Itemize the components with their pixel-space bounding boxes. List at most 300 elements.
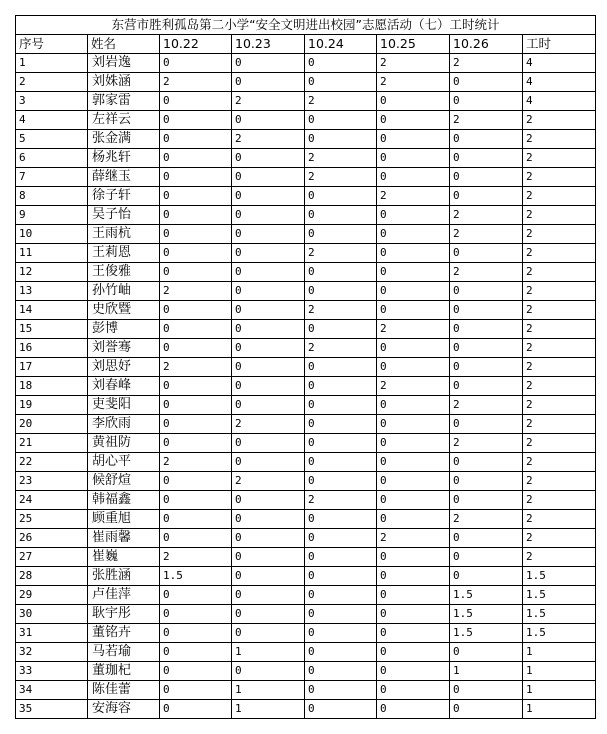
day-hours-cell: 0 bbox=[160, 225, 232, 244]
day-hours-cell: 0 bbox=[450, 567, 523, 586]
day-hours-cell: 0 bbox=[377, 681, 450, 700]
header-cell: 10.22 bbox=[160, 35, 232, 54]
table-row bbox=[16, 282, 596, 301]
day-hours-cell: 0 bbox=[232, 586, 305, 605]
row-index-cell: 34 bbox=[16, 681, 88, 700]
day-hours-cell: 1.5 bbox=[450, 586, 523, 605]
day-hours-cell: 2 bbox=[160, 282, 232, 301]
day-hours-cell: 2 bbox=[377, 54, 450, 73]
total-hours-cell: 2 bbox=[523, 149, 596, 168]
row-index-cell: 28 bbox=[16, 567, 88, 586]
day-hours-cell: 0 bbox=[377, 263, 450, 282]
total-hours-cell: 2 bbox=[523, 111, 596, 130]
student-name-cell: 崔雨馨 bbox=[88, 529, 160, 548]
day-hours-cell: 0 bbox=[377, 225, 450, 244]
table-title: 东营市胜利孤岛第二小学“安全文明进出校园”志愿活动（七）工时统计 bbox=[16, 16, 596, 35]
day-hours-cell: 0 bbox=[450, 491, 523, 510]
day-hours-cell: 0 bbox=[377, 168, 450, 187]
day-hours-cell: 0 bbox=[450, 643, 523, 662]
day-hours-cell: 0 bbox=[160, 168, 232, 187]
day-hours-cell: 2 bbox=[377, 377, 450, 396]
total-hours-cell: 1.5 bbox=[523, 567, 596, 586]
day-hours-cell: 0 bbox=[450, 415, 523, 434]
total-hours-cell: 2 bbox=[523, 168, 596, 187]
day-hours-cell: 0 bbox=[377, 643, 450, 662]
total-hours-cell: 2 bbox=[523, 434, 596, 453]
table-row bbox=[16, 168, 596, 187]
day-hours-cell: 0 bbox=[305, 282, 377, 301]
day-hours-cell: 0 bbox=[377, 111, 450, 130]
student-name-cell: 陈佳蕾 bbox=[88, 681, 160, 700]
day-hours-cell: 0 bbox=[305, 263, 377, 282]
day-hours-cell: 0 bbox=[160, 624, 232, 643]
table-row bbox=[16, 624, 596, 643]
student-name-cell: 薛继玉 bbox=[88, 168, 160, 187]
total-hours-cell: 1.5 bbox=[523, 605, 596, 624]
table-row bbox=[16, 54, 596, 73]
day-hours-cell: 0 bbox=[377, 396, 450, 415]
total-hours-cell: 2 bbox=[523, 339, 596, 358]
day-hours-cell: 2 bbox=[232, 92, 305, 111]
total-hours-cell: 2 bbox=[523, 377, 596, 396]
day-hours-cell: 0 bbox=[450, 377, 523, 396]
day-hours-cell: 0 bbox=[450, 320, 523, 339]
table-row bbox=[16, 567, 596, 586]
day-hours-cell: 0 bbox=[377, 339, 450, 358]
day-hours-cell: 0 bbox=[160, 377, 232, 396]
header-cell: 10.24 bbox=[305, 35, 377, 54]
total-hours-cell: 2 bbox=[523, 206, 596, 225]
day-hours-cell: 0 bbox=[160, 206, 232, 225]
day-hours-cell: 0 bbox=[232, 358, 305, 377]
day-hours-cell: 1 bbox=[450, 662, 523, 681]
day-hours-cell: 0 bbox=[377, 92, 450, 111]
student-name-cell: 王莉恩 bbox=[88, 244, 160, 263]
day-hours-cell: 0 bbox=[305, 130, 377, 149]
day-hours-cell: 0 bbox=[160, 510, 232, 529]
day-hours-cell: 0 bbox=[232, 244, 305, 263]
row-index-cell: 10 bbox=[16, 225, 88, 244]
day-hours-cell: 0 bbox=[377, 301, 450, 320]
total-hours-cell: 2 bbox=[523, 415, 596, 434]
row-index-cell: 32 bbox=[16, 643, 88, 662]
day-hours-cell: 0 bbox=[377, 605, 450, 624]
day-hours-cell: 0 bbox=[232, 624, 305, 643]
day-hours-cell: 0 bbox=[450, 529, 523, 548]
day-hours-cell: 2 bbox=[160, 358, 232, 377]
row-index-cell: 23 bbox=[16, 472, 88, 491]
day-hours-cell: 0 bbox=[232, 187, 305, 206]
student-name-cell: 卢佳萍 bbox=[88, 586, 160, 605]
day-hours-cell: 0 bbox=[232, 301, 305, 320]
table-row bbox=[16, 244, 596, 263]
day-hours-cell: 0 bbox=[160, 681, 232, 700]
table-row bbox=[16, 301, 596, 320]
row-index-cell: 8 bbox=[16, 187, 88, 206]
day-hours-cell: 0 bbox=[160, 149, 232, 168]
day-hours-cell: 0 bbox=[305, 529, 377, 548]
day-hours-cell: 0 bbox=[232, 605, 305, 624]
day-hours-cell: 0 bbox=[450, 187, 523, 206]
day-hours-cell: 0 bbox=[305, 377, 377, 396]
table-row bbox=[16, 358, 596, 377]
table-row bbox=[16, 73, 596, 92]
day-hours-cell: 0 bbox=[160, 339, 232, 358]
student-name-cell: 李欣雨 bbox=[88, 415, 160, 434]
row-index-cell: 20 bbox=[16, 415, 88, 434]
day-hours-cell: 0 bbox=[450, 700, 523, 719]
day-hours-cell: 0 bbox=[160, 187, 232, 206]
table-row bbox=[16, 187, 596, 206]
student-name-cell: 王雨杭 bbox=[88, 225, 160, 244]
day-hours-cell: 2 bbox=[450, 263, 523, 282]
day-hours-cell: 0 bbox=[305, 396, 377, 415]
header-cell: 工时 bbox=[523, 35, 596, 54]
day-hours-cell: 0 bbox=[377, 130, 450, 149]
day-hours-cell: 0 bbox=[450, 130, 523, 149]
student-name-cell: 胡心平 bbox=[88, 453, 160, 472]
day-hours-cell: 0 bbox=[305, 225, 377, 244]
day-hours-cell: 0 bbox=[160, 54, 232, 73]
row-index-cell: 27 bbox=[16, 548, 88, 567]
day-hours-cell: 0 bbox=[160, 472, 232, 491]
total-hours-cell: 2 bbox=[523, 358, 596, 377]
student-name-cell: 张胜涵 bbox=[88, 567, 160, 586]
day-hours-cell: 0 bbox=[377, 358, 450, 377]
day-hours-cell: 0 bbox=[377, 548, 450, 567]
student-name-cell: 安海容 bbox=[88, 700, 160, 719]
day-hours-cell: 0 bbox=[450, 358, 523, 377]
day-hours-cell: 0 bbox=[305, 54, 377, 73]
total-hours-cell: 2 bbox=[523, 453, 596, 472]
day-hours-cell: 0 bbox=[450, 244, 523, 263]
header-cell: 10.25 bbox=[377, 35, 450, 54]
day-hours-cell: 0 bbox=[232, 662, 305, 681]
day-hours-cell: 0 bbox=[232, 54, 305, 73]
total-hours-cell: 1 bbox=[523, 700, 596, 719]
table-row bbox=[16, 586, 596, 605]
day-hours-cell: 0 bbox=[232, 111, 305, 130]
header-cell: 10.26 bbox=[450, 35, 523, 54]
day-hours-cell: 2 bbox=[450, 434, 523, 453]
table-row bbox=[16, 225, 596, 244]
total-hours-cell: 2 bbox=[523, 282, 596, 301]
total-hours-cell: 2 bbox=[523, 320, 596, 339]
day-hours-cell: 0 bbox=[305, 453, 377, 472]
day-hours-cell: 0 bbox=[377, 149, 450, 168]
day-hours-cell: 0 bbox=[377, 282, 450, 301]
student-name-cell: 董铭卉 bbox=[88, 624, 160, 643]
day-hours-cell: 0 bbox=[377, 662, 450, 681]
total-hours-cell: 4 bbox=[523, 92, 596, 111]
day-hours-cell: 0 bbox=[450, 168, 523, 187]
day-hours-cell: 2 bbox=[160, 73, 232, 92]
table-row bbox=[16, 111, 596, 130]
student-name-cell: 马若瑜 bbox=[88, 643, 160, 662]
row-index-cell: 11 bbox=[16, 244, 88, 263]
day-hours-cell: 0 bbox=[305, 111, 377, 130]
day-hours-cell: 0 bbox=[305, 700, 377, 719]
table-body bbox=[16, 54, 596, 719]
total-hours-cell: 2 bbox=[523, 491, 596, 510]
table-row bbox=[16, 510, 596, 529]
row-index-cell: 14 bbox=[16, 301, 88, 320]
day-hours-cell: 0 bbox=[232, 453, 305, 472]
row-index-cell: 7 bbox=[16, 168, 88, 187]
day-hours-cell: 0 bbox=[160, 320, 232, 339]
row-index-cell: 25 bbox=[16, 510, 88, 529]
row-index-cell: 6 bbox=[16, 149, 88, 168]
header-cell: 序号 bbox=[16, 35, 88, 54]
row-index-cell: 15 bbox=[16, 320, 88, 339]
day-hours-cell: 0 bbox=[305, 510, 377, 529]
day-hours-cell: 2 bbox=[450, 225, 523, 244]
day-hours-cell: 1.5 bbox=[450, 624, 523, 643]
total-hours-cell: 1 bbox=[523, 643, 596, 662]
day-hours-cell: 0 bbox=[232, 168, 305, 187]
day-hours-cell: 0 bbox=[232, 491, 305, 510]
total-hours-cell: 2 bbox=[523, 510, 596, 529]
day-hours-cell: 0 bbox=[305, 681, 377, 700]
day-hours-cell: 0 bbox=[305, 472, 377, 491]
row-index-cell: 18 bbox=[16, 377, 88, 396]
total-hours-cell: 1.5 bbox=[523, 586, 596, 605]
table-row bbox=[16, 491, 596, 510]
day-hours-cell: 0 bbox=[160, 700, 232, 719]
day-hours-cell: 2 bbox=[450, 206, 523, 225]
day-hours-cell: 0 bbox=[232, 149, 305, 168]
student-name-cell: 刘誉骞 bbox=[88, 339, 160, 358]
day-hours-cell: 0 bbox=[305, 605, 377, 624]
student-name-cell: 张金满 bbox=[88, 130, 160, 149]
day-hours-cell: 0 bbox=[160, 301, 232, 320]
day-hours-cell: 0 bbox=[377, 415, 450, 434]
day-hours-cell: 0 bbox=[232, 206, 305, 225]
day-hours-cell: 0 bbox=[377, 244, 450, 263]
day-hours-cell: 0 bbox=[450, 282, 523, 301]
row-index-cell: 13 bbox=[16, 282, 88, 301]
day-hours-cell: 2 bbox=[305, 491, 377, 510]
day-hours-cell: 2 bbox=[450, 111, 523, 130]
table-row bbox=[16, 643, 596, 662]
header-row bbox=[16, 35, 596, 54]
day-hours-cell: 0 bbox=[160, 415, 232, 434]
day-hours-cell: 2 bbox=[232, 130, 305, 149]
day-hours-cell: 0 bbox=[377, 567, 450, 586]
total-hours-cell: 2 bbox=[523, 187, 596, 206]
table-row bbox=[16, 339, 596, 358]
total-hours-cell: 2 bbox=[523, 548, 596, 567]
student-name-cell: 刘岩逸 bbox=[88, 54, 160, 73]
day-hours-cell: 2 bbox=[450, 510, 523, 529]
day-hours-cell: 0 bbox=[305, 206, 377, 225]
day-hours-cell: 0 bbox=[160, 605, 232, 624]
row-index-cell: 9 bbox=[16, 206, 88, 225]
table-row bbox=[16, 149, 596, 168]
day-hours-cell: 0 bbox=[232, 73, 305, 92]
day-hours-cell: 0 bbox=[232, 282, 305, 301]
table-row bbox=[16, 92, 596, 111]
day-hours-cell: 0 bbox=[305, 567, 377, 586]
day-hours-cell: 0 bbox=[160, 434, 232, 453]
total-hours-cell: 2 bbox=[523, 396, 596, 415]
row-index-cell: 3 bbox=[16, 92, 88, 111]
day-hours-cell: 2 bbox=[232, 415, 305, 434]
day-hours-cell: 0 bbox=[160, 586, 232, 605]
total-hours-cell: 4 bbox=[523, 73, 596, 92]
total-hours-cell: 2 bbox=[523, 130, 596, 149]
day-hours-cell: 0 bbox=[377, 624, 450, 643]
day-hours-cell: 0 bbox=[160, 396, 232, 415]
table-row bbox=[16, 434, 596, 453]
day-hours-cell: 0 bbox=[377, 491, 450, 510]
student-name-cell: 左祥云 bbox=[88, 111, 160, 130]
day-hours-cell: 0 bbox=[450, 548, 523, 567]
student-name-cell: 史欣暨 bbox=[88, 301, 160, 320]
table-row bbox=[16, 130, 596, 149]
day-hours-cell: 0 bbox=[305, 415, 377, 434]
row-index-cell: 17 bbox=[16, 358, 88, 377]
day-hours-cell: 0 bbox=[160, 130, 232, 149]
total-hours-cell: 1.5 bbox=[523, 624, 596, 643]
table-row bbox=[16, 681, 596, 700]
day-hours-cell: 0 bbox=[450, 73, 523, 92]
row-index-cell: 16 bbox=[16, 339, 88, 358]
row-index-cell: 24 bbox=[16, 491, 88, 510]
table-row bbox=[16, 662, 596, 681]
day-hours-cell: 0 bbox=[450, 339, 523, 358]
day-hours-cell: 1.5 bbox=[450, 605, 523, 624]
table-row bbox=[16, 415, 596, 434]
student-name-cell: 黄祖防 bbox=[88, 434, 160, 453]
day-hours-cell: 0 bbox=[377, 586, 450, 605]
header-cell: 10.23 bbox=[232, 35, 305, 54]
day-hours-cell: 0 bbox=[232, 548, 305, 567]
day-hours-cell: 0 bbox=[377, 700, 450, 719]
day-hours-cell: 0 bbox=[377, 206, 450, 225]
day-hours-cell: 2 bbox=[450, 54, 523, 73]
day-hours-cell: 0 bbox=[305, 434, 377, 453]
day-hours-cell: 0 bbox=[450, 149, 523, 168]
header-cell: 姓名 bbox=[88, 35, 160, 54]
day-hours-cell: 0 bbox=[160, 111, 232, 130]
day-hours-cell: 2 bbox=[232, 472, 305, 491]
day-hours-cell: 0 bbox=[305, 320, 377, 339]
row-index-cell: 12 bbox=[16, 263, 88, 282]
day-hours-cell: 0 bbox=[305, 548, 377, 567]
day-hours-cell: 0 bbox=[160, 92, 232, 111]
row-index-cell: 19 bbox=[16, 396, 88, 415]
day-hours-cell: 0 bbox=[305, 662, 377, 681]
row-index-cell: 26 bbox=[16, 529, 88, 548]
day-hours-cell: 0 bbox=[450, 453, 523, 472]
day-hours-cell: 2 bbox=[305, 301, 377, 320]
day-hours-cell: 1 bbox=[232, 681, 305, 700]
day-hours-cell: 0 bbox=[232, 263, 305, 282]
row-index-cell: 2 bbox=[16, 73, 88, 92]
day-hours-cell: 0 bbox=[305, 73, 377, 92]
day-hours-cell: 0 bbox=[232, 510, 305, 529]
day-hours-cell: 1 bbox=[232, 700, 305, 719]
total-hours-cell: 4 bbox=[523, 54, 596, 73]
day-hours-cell: 2 bbox=[377, 320, 450, 339]
day-hours-cell: 2 bbox=[377, 529, 450, 548]
student-name-cell: 杨兆轩 bbox=[88, 149, 160, 168]
table-row bbox=[16, 377, 596, 396]
day-hours-cell: 2 bbox=[305, 339, 377, 358]
student-name-cell: 彭博 bbox=[88, 320, 160, 339]
student-name-cell: 吏斐阳 bbox=[88, 396, 160, 415]
day-hours-cell: 0 bbox=[232, 377, 305, 396]
table-row bbox=[16, 206, 596, 225]
row-index-cell: 22 bbox=[16, 453, 88, 472]
student-name-cell: 刘思妤 bbox=[88, 358, 160, 377]
table-row bbox=[16, 472, 596, 491]
student-name-cell: 顾重旭 bbox=[88, 510, 160, 529]
row-index-cell: 21 bbox=[16, 434, 88, 453]
day-hours-cell: 0 bbox=[232, 567, 305, 586]
table-row bbox=[16, 605, 596, 624]
day-hours-cell: 0 bbox=[305, 643, 377, 662]
day-hours-cell: 0 bbox=[160, 643, 232, 662]
day-hours-cell: 2 bbox=[160, 548, 232, 567]
row-index-cell: 5 bbox=[16, 130, 88, 149]
day-hours-cell: 0 bbox=[232, 396, 305, 415]
day-hours-cell: 0 bbox=[450, 301, 523, 320]
day-hours-cell: 2 bbox=[160, 453, 232, 472]
student-name-cell: 董珈杞 bbox=[88, 662, 160, 681]
row-index-cell: 4 bbox=[16, 111, 88, 130]
row-index-cell: 33 bbox=[16, 662, 88, 681]
student-name-cell: 郭家雷 bbox=[88, 92, 160, 111]
day-hours-cell: 0 bbox=[160, 263, 232, 282]
day-hours-cell: 0 bbox=[160, 491, 232, 510]
day-hours-cell: 0 bbox=[305, 624, 377, 643]
day-hours-cell: 2 bbox=[305, 244, 377, 263]
day-hours-cell: 0 bbox=[450, 681, 523, 700]
total-hours-cell: 2 bbox=[523, 244, 596, 263]
row-index-cell: 35 bbox=[16, 700, 88, 719]
day-hours-cell: 2 bbox=[377, 187, 450, 206]
day-hours-cell: 0 bbox=[450, 92, 523, 111]
student-name-cell: 孙竹岫 bbox=[88, 282, 160, 301]
day-hours-cell: 0 bbox=[377, 453, 450, 472]
day-hours-cell: 2 bbox=[305, 149, 377, 168]
day-hours-cell: 0 bbox=[232, 339, 305, 358]
row-index-cell: 29 bbox=[16, 586, 88, 605]
day-hours-cell: 2 bbox=[305, 92, 377, 111]
day-hours-cell: 0 bbox=[232, 434, 305, 453]
student-name-cell: 徐子轩 bbox=[88, 187, 160, 206]
total-hours-cell: 1 bbox=[523, 681, 596, 700]
worksheet bbox=[15, 15, 595, 719]
total-hours-cell: 2 bbox=[523, 225, 596, 244]
student-name-cell: 吴子怡 bbox=[88, 206, 160, 225]
table-row bbox=[16, 453, 596, 472]
row-index-cell: 30 bbox=[16, 605, 88, 624]
day-hours-cell: 2 bbox=[450, 396, 523, 415]
student-name-cell: 崔巍 bbox=[88, 548, 160, 567]
row-index-cell: 1 bbox=[16, 54, 88, 73]
student-name-cell: 刘姝涵 bbox=[88, 73, 160, 92]
day-hours-cell: 0 bbox=[377, 510, 450, 529]
row-index-cell: 31 bbox=[16, 624, 88, 643]
total-hours-cell: 2 bbox=[523, 472, 596, 491]
table-row bbox=[16, 263, 596, 282]
total-hours-cell: 1 bbox=[523, 662, 596, 681]
day-hours-cell: 0 bbox=[160, 244, 232, 263]
day-hours-cell: 0 bbox=[305, 187, 377, 206]
